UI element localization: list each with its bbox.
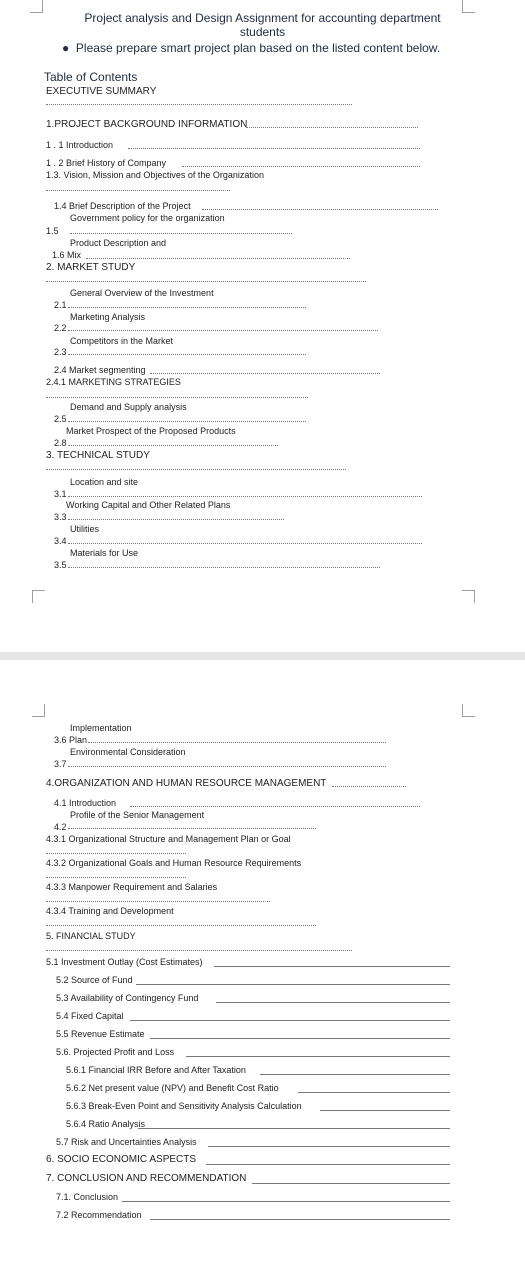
leader-dots (68, 421, 306, 422)
toc-entry-s6: 6. SOCIO ECONOMIC ASPECTS (46, 1154, 197, 1165)
leader-line (186, 1056, 450, 1057)
toc-entry-s4-2-text: Profile of the Senior Management (70, 810, 205, 820)
toc-entry-s1-3: 1.3. Vision, Mission and Objectives of the Organization (46, 170, 264, 180)
page-corner-mark (32, 590, 45, 603)
doc-title-line1: Project analysis and Design Assignment for accounting department (84, 11, 441, 25)
toc-entry-s2-2-num: 2.2 (54, 323, 67, 333)
toc-entry-s1-6-text: Product Description and (70, 238, 167, 248)
toc-entry-s4-3-1: 4.3.1 Organizational Structure and Management Plan or Goal (46, 834, 291, 844)
leader-dots (246, 127, 418, 128)
toc-entry-s5-4: 5.4 Fixed Capital (56, 1011, 124, 1021)
toc-entry-s4-1: 4.1 Introduction (54, 798, 117, 808)
toc-entry-s2-4: 2.4 Market segmenting (54, 365, 146, 375)
leader-dots (150, 373, 380, 374)
toc-entry-s5-6-2: 5.6.2 Net present value (NPV) and Benefit Cost Ratio (66, 1083, 279, 1093)
leader-dots (68, 766, 386, 767)
toc-entry-s5-2: 5.2 Source of Fund (56, 975, 133, 985)
leader-line (252, 1183, 450, 1184)
toc-entry-s2-4-1: 2.4.1 MARKETING STRATEGIES (46, 377, 181, 387)
toc-entry-s3-4-text: Utilities (70, 524, 100, 534)
toc-entry-s1-6-num: 1.6 Mix (52, 250, 82, 260)
toc-entry-s5-6: 5.6. Projected Profit and Loss (56, 1047, 175, 1057)
toc-entry-s2-5-text: Demand and Supply analysis (70, 402, 187, 412)
leader-dots (68, 445, 278, 446)
toc-entry-s3-1-num: 3.1 (54, 489, 67, 499)
leader-dots (46, 901, 270, 902)
leader-line (150, 1038, 450, 1039)
toc-entry-s3-6-num: 3.6 Plan (54, 735, 88, 745)
toc-entry-s3-4-num: 3.4 (54, 536, 67, 546)
leader-dots (128, 148, 420, 149)
toc-entry-s2: 2. MARKET STUDY (46, 262, 136, 273)
leader-line (216, 1002, 450, 1003)
toc-entry-s1-1: 1 . 1 Introduction (46, 140, 114, 150)
leader-dots (46, 469, 346, 470)
leader-line (150, 1219, 450, 1220)
toc-entry-s5: 5. FINANCIAL STUDY (46, 931, 136, 941)
toc-entry-s5-3: 5.3 Availability of Contingency Fund (56, 993, 199, 1003)
page-corner-mark (462, 590, 475, 603)
toc-entry-s4-3-2: 4.3.2 Organizational Goals and Human Resource Requirements (46, 858, 302, 868)
leader-dots (68, 543, 422, 544)
leader-dots (46, 397, 308, 398)
leader-dots (46, 190, 230, 191)
toc-entry-s5-6-4: 5.6.4 Ratio Analysis (66, 1119, 146, 1129)
toc-entry-s2-1-text: General Overview of the Investment (70, 288, 214, 298)
toc-entry-s1: 1.PROJECT BACKGROUND INFORMATION (46, 119, 248, 130)
toc-entry-s2-3-text: Competitors in the Market (70, 336, 174, 346)
toc-entry-s1-5-text: Government policy for the organization (70, 213, 225, 223)
toc-entry-s3-7-text: Environmental Consideration (70, 747, 186, 757)
page-corner-mark (32, 704, 45, 717)
leader-dots (46, 281, 366, 282)
leader-dots (46, 950, 352, 951)
leader-line (130, 1020, 450, 1021)
toc-entry-s3-3-num: 3.3 (54, 512, 67, 522)
leader-dots (46, 925, 316, 926)
toc-entry-s3: 3. TECHNICAL STUDY (46, 450, 150, 461)
leader-dots (70, 233, 292, 234)
toc-entry-s5-6-3: 5.6.3 Break-Even Point and Sensitivity Analysis Calculation (66, 1101, 302, 1111)
toc-entry-s4-3-4: 4.3.4 Training and Development (46, 906, 174, 916)
toc-entry-s3-1-text: Location and site (70, 477, 139, 487)
leader-dots (68, 354, 306, 355)
toc-entry-s1-5-num: 1.5 (46, 226, 59, 236)
toc-entry-s7-1: 7.1. Conclusion (56, 1192, 119, 1202)
page-corner-mark (462, 704, 475, 717)
toc-entry-s4: 4.ORGANIZATION AND HUMAN RESOURCE MANAGEMENT (46, 778, 327, 789)
leader-dots (182, 166, 420, 167)
toc-entry-s3-6-text: Implementation (70, 723, 132, 733)
toc-entry-s7-2: 7.2 Recommendation (56, 1210, 142, 1220)
leader-line (208, 1146, 450, 1147)
leader-dots (46, 877, 186, 878)
leader-line (138, 1128, 450, 1129)
toc-entry-s2-2-text: Marketing Analysis (70, 312, 146, 322)
toc-entry-s5-7: 5.7 Risk and Uncertainties Analysis (56, 1137, 197, 1147)
toc-heading: Table of Contents (44, 70, 138, 84)
toc-entry-s5-5: 5.5 Revenue Estimate (56, 1029, 145, 1039)
bullet-dot-icon: ● (62, 41, 70, 55)
toc-entry-s5-1: 5.1 Investment Outlay (Cost Estimates) (46, 957, 203, 967)
toc-entry-s7: 7. CONCLUSION AND RECOMMENDATION (46, 1173, 247, 1184)
toc-entry-s2-8-text: Market Prospect of the Proposed Products (66, 426, 236, 436)
leader-line (206, 1164, 450, 1165)
leader-line (136, 984, 450, 985)
leader-dots (46, 853, 186, 854)
toc-entry-s1-4: 1.4 Brief Description of the Project (54, 201, 191, 211)
instruction-bullet (62, 41, 440, 55)
toc-entry-s2-3-num: 2.3 (54, 347, 67, 357)
toc-entry-s4-3-3: 4.3.3 Manpower Requirement and Salaries (46, 882, 218, 892)
leader-dots (88, 742, 386, 743)
leader-dots (68, 330, 378, 331)
leader-dots (332, 786, 406, 787)
leader-dots (86, 258, 350, 259)
leader-dots (68, 496, 422, 497)
leader-dots (130, 806, 420, 807)
instruction-text: Please prepare smart project plan based on the listed content below. (75, 41, 441, 55)
toc-entry-s2-1-num: 2.1 (54, 300, 67, 310)
leader-dots (68, 567, 380, 568)
document-page-2 (0, 660, 525, 1263)
leader-line (214, 966, 450, 967)
toc-entry-s3-5-text: Materials for Use (70, 548, 139, 558)
page-gap (0, 652, 525, 660)
toc-entry-s3-3-text: Working Capital and Other Related Plans (66, 500, 231, 510)
leader-dots (68, 307, 306, 308)
toc-entry-s2-5-num: 2.5 (54, 414, 67, 424)
toc-entry-executive-summary: EXECUTIVE SUMMARY (46, 86, 157, 97)
toc-entry-s4-2-num: 4.2 (54, 822, 67, 832)
leader-line (260, 1074, 450, 1075)
leader-dots (68, 828, 316, 829)
toc-entry-s3-7-num: 3.7 (54, 759, 67, 769)
toc-entry-s3-5-num: 3.5 (54, 560, 67, 570)
toc-entry-s5-6-1: 5.6.1 Financial IRR Before and After Taxation (66, 1065, 246, 1075)
leader-line (298, 1092, 450, 1093)
leader-line (122, 1201, 450, 1202)
doc-title-line2: students (239, 25, 286, 39)
leader-dots (202, 209, 438, 210)
toc-entry-s1-2: 1 . 2 Brief History of Company (46, 158, 167, 168)
toc-entry-s2-8-num: 2.8 (54, 438, 67, 448)
leader-dots (68, 519, 284, 520)
leader-dots (46, 104, 352, 105)
leader-line (320, 1110, 450, 1111)
